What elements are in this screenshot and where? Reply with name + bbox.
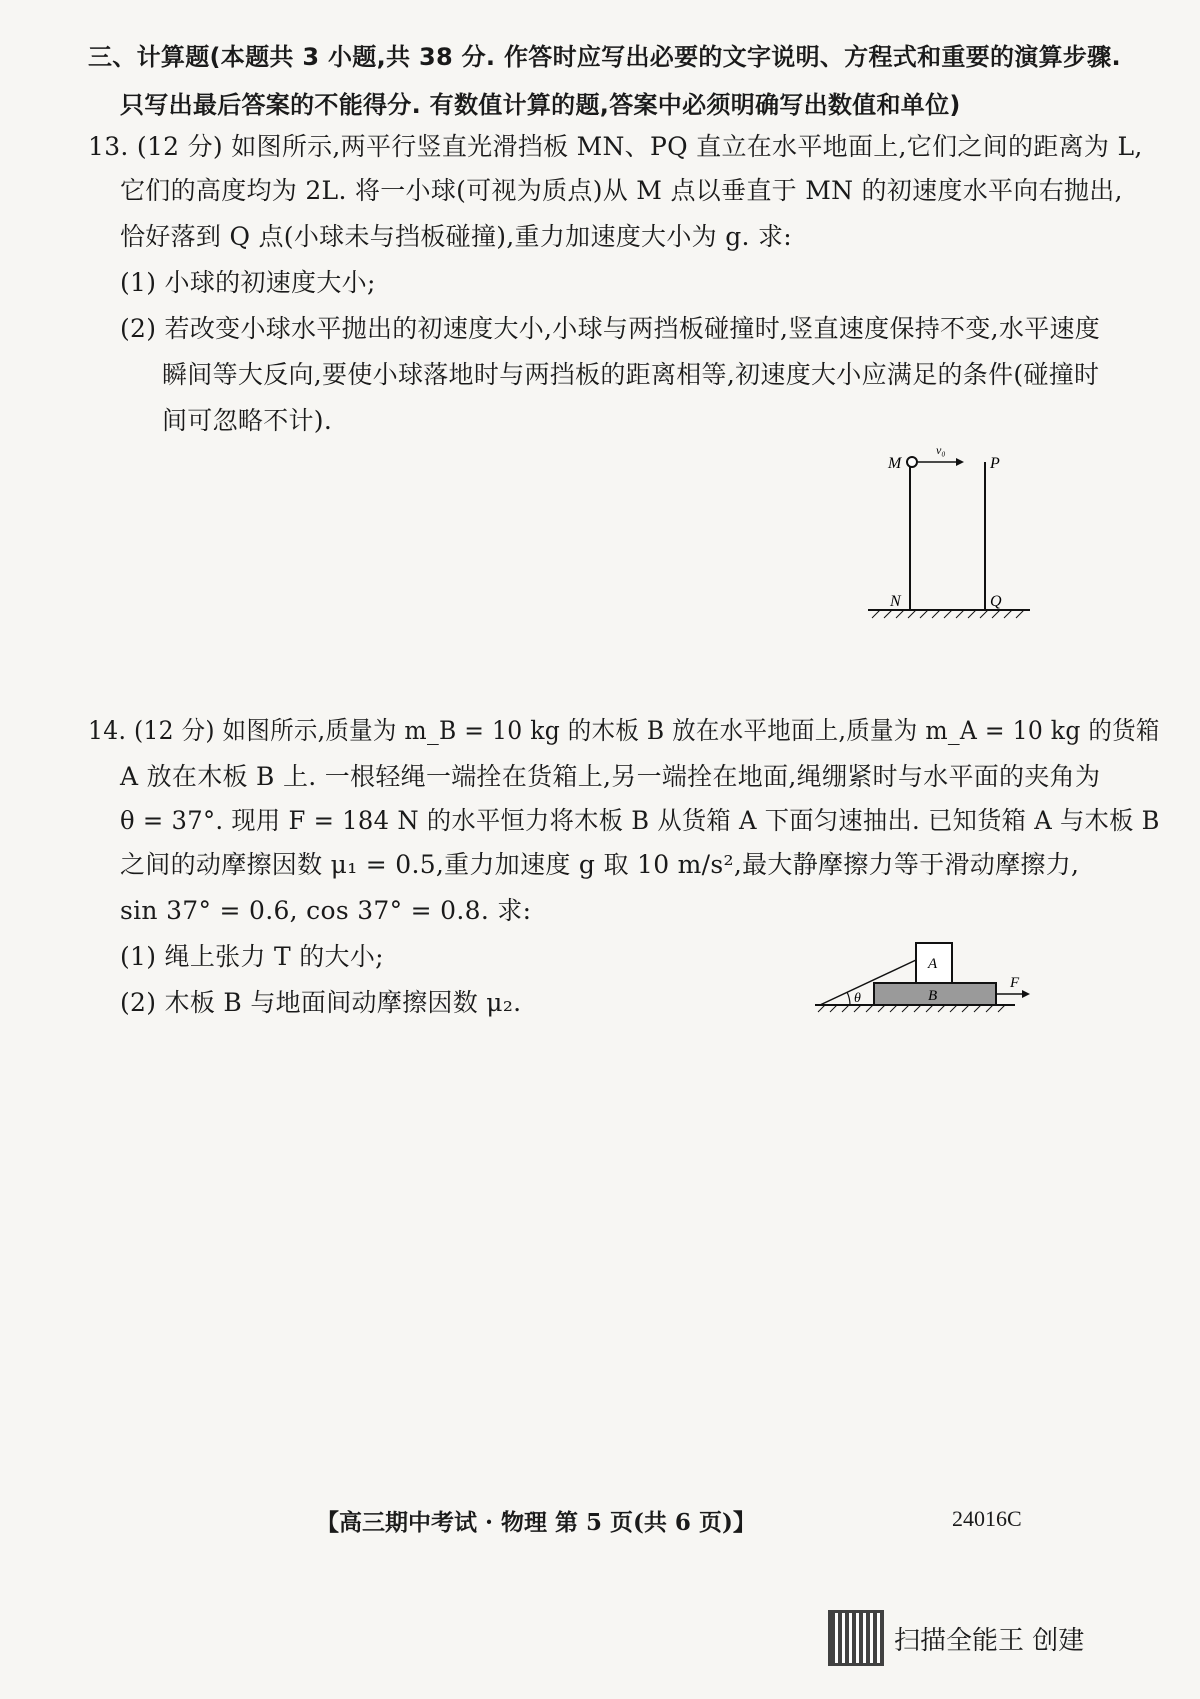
force-arrowhead [1022,990,1030,998]
q13-line-6: 瞬间等大反向,要使小球落地时与两挡板的距离相等,初速度大小应满足的条件(碰撞时 [162,360,1100,389]
label-a: A [928,956,938,972]
q13-line-4: (1) 小球的初速度大小; [120,268,376,297]
section-heading-line1: 三、计算题(本题共 3 小题,共 38 分. 作答时应写出必要的文字说明、方程式和重要的演算步骤. [88,43,1121,71]
q13-line-1: 13. (12 分) 如图所示,两平行竖直光滑挡板 MN、PQ 直立在水平地面上,它们之间的距离为 L, [88,132,1143,161]
q14-line-6: (1) 绳上张力 T 的大小; [120,942,384,971]
angle-arc [847,992,850,1005]
label-m: M [888,455,902,472]
ground-hatching [872,610,1024,618]
label-n: N [890,593,901,610]
q13-figure [860,440,1040,640]
q14-line-4: 之间的动摩擦因数 μ₁ = 0.5,重力加速度 g 取 10 m/s²,最大静摩擦力等于滑动摩擦力, [120,850,1080,879]
q14-line-2: A 放在木板 B 上. 一根轻绳一端拴在货箱上,另一端拴在地面,绳绷紧时与水平面的夹角为 [120,762,1101,791]
scanner-watermark: 扫描全能王 创建 [894,1626,1085,1656]
paper-code: 24016C [952,1506,1022,1531]
velocity-arrowhead [956,458,964,466]
q14-line-3: θ = 37°. 现用 F = 184 N 的水平恒力将木板 B 从货箱 A 下面匀速抽出. 已知货箱 A 与木板 B [120,806,1160,835]
section-heading-line2: 只写出最后答案的不能得分. 有数值计算的题,答案中必须明确写出数值和单位) [120,91,961,119]
label-f: F [1010,975,1020,991]
label-v0: v₀ [936,443,946,457]
q14-line-1: 14. (12 分) 如图所示,质量为 m_B = 10 kg 的木板 B 放在水平地面上,质量为 m_A = 10 kg 的货箱 [88,716,1160,745]
label-p: P [990,455,1000,472]
q14-figure [810,930,1040,1020]
label-q: Q [990,593,1002,610]
q13-line-2: 它们的高度均为 2L. 将一小球(可视为质点)从 M 点以垂直于 MN 的初速度水平向右抛出, [120,176,1123,205]
qr-code-icon [828,1610,884,1666]
ball [907,457,917,467]
q13-line-3: 恰好落到 Q 点(小球未与挡板碰撞),重力加速度大小为 g. 求: [120,222,793,251]
q13-line-7: 间可忽略不计). [162,406,333,435]
ground-hatching [818,1005,1005,1012]
q14-line-5: sin 37° = 0.6, cos 37° = 0.8. 求: [120,896,532,925]
q13-line-5: (2) 若改变小球水平抛出的初速度大小,小球与两挡板碰撞时,竖直速度保持不变,水平速度 [120,314,1101,343]
q14-line-7: (2) 木板 B 与地面间动摩擦因数 μ₂. [120,988,522,1017]
label-b: B [928,988,938,1004]
page-footer: 【高三期中考试 · 物理 第 5 页(共 6 页)】 [316,1509,756,1536]
label-theta: θ [854,991,861,1006]
